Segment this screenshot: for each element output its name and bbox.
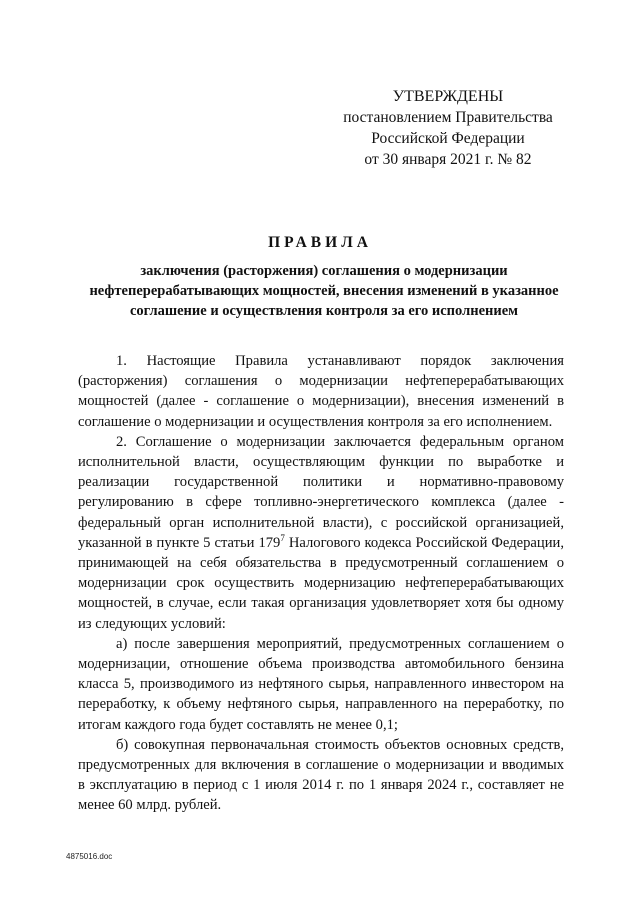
subtitle-line-1: заключения (расторжения) соглашения о модернизации <box>140 263 508 279</box>
document-title: ПРАВИЛА <box>268 234 372 251</box>
paragraph-2-text-end: Налогового кодекса Российской Федерации, принимающей на себя обязательства в предусмотренный соглашением о модернизации срок осуществить модернизацию нефтеперерабатывающих мощностей, в случае, если такая организация удовлетворяет хотя бы одному из следующих условий: <box>78 534 564 632</box>
approval-line-1: постановлением Правительства <box>343 109 553 126</box>
approval-line-2: Российской Федерации <box>371 130 525 147</box>
paragraph-1: 1. Настоящие Правила устанавливают порядок заключения (расторжения) соглашения о модернизации нефтеперерабатывающих мощностей (далее - соглашение о модернизации), внесения изменений в соглашение о модернизации и осуществления контроля за его исполнением. <box>78 353 564 430</box>
subtitle-line-2: нефтеперерабатывающих мощностей, внесения изменений в указанное <box>89 283 559 299</box>
paragraph-2-text-start: 2. Соглашение о модернизации заключается федеральным органом исполнительной власти, осуществляющим функции по выработке и реализации государственной политики и нормативно-правовому регулированию в сфере топливно-энергетического комплекса (далее - федеральный орган исполнительной власти), с российской организацией, указанной в пункте 5 статьи 179 <box>78 433 564 551</box>
approval-line-3: от 30 января 2021 г. № 82 <box>364 151 532 168</box>
paragraph-2 <box>78 432 564 634</box>
subtitle-line-3: соглашение и осуществления контроля за его исполнением <box>129 303 519 319</box>
paragraph-2a: а) после завершения мероприятий, предусмотренных соглашением о модернизации, отношение объема производства автомобильного бензина класса 5, производимого из нефтяного сырья, направленного инвестором на переработку, к объему нефтяного сырья, направленного на переработку, по итогам каждого года будет составлять не менее 0,1; <box>78 635 564 733</box>
paragraph-2b: б) совокупная первоначальная стоимость объектов основных средств, предусмотренных для включения в соглашение о модернизации и вводимых в эксплуатацию в период с 1 июля 2014 г. по 1 января 2024 г., составляет не менее 60 млрд. рублей. <box>78 736 564 814</box>
paragraph-2-superscript: 7 <box>280 532 285 543</box>
document-body <box>78 351 564 816</box>
approval-block <box>330 86 566 170</box>
document-file-code: 4875016.doc <box>66 852 113 861</box>
document-subtitle <box>70 261 578 321</box>
approval-heading: УТВЕРЖДЕНЫ <box>392 88 504 105</box>
